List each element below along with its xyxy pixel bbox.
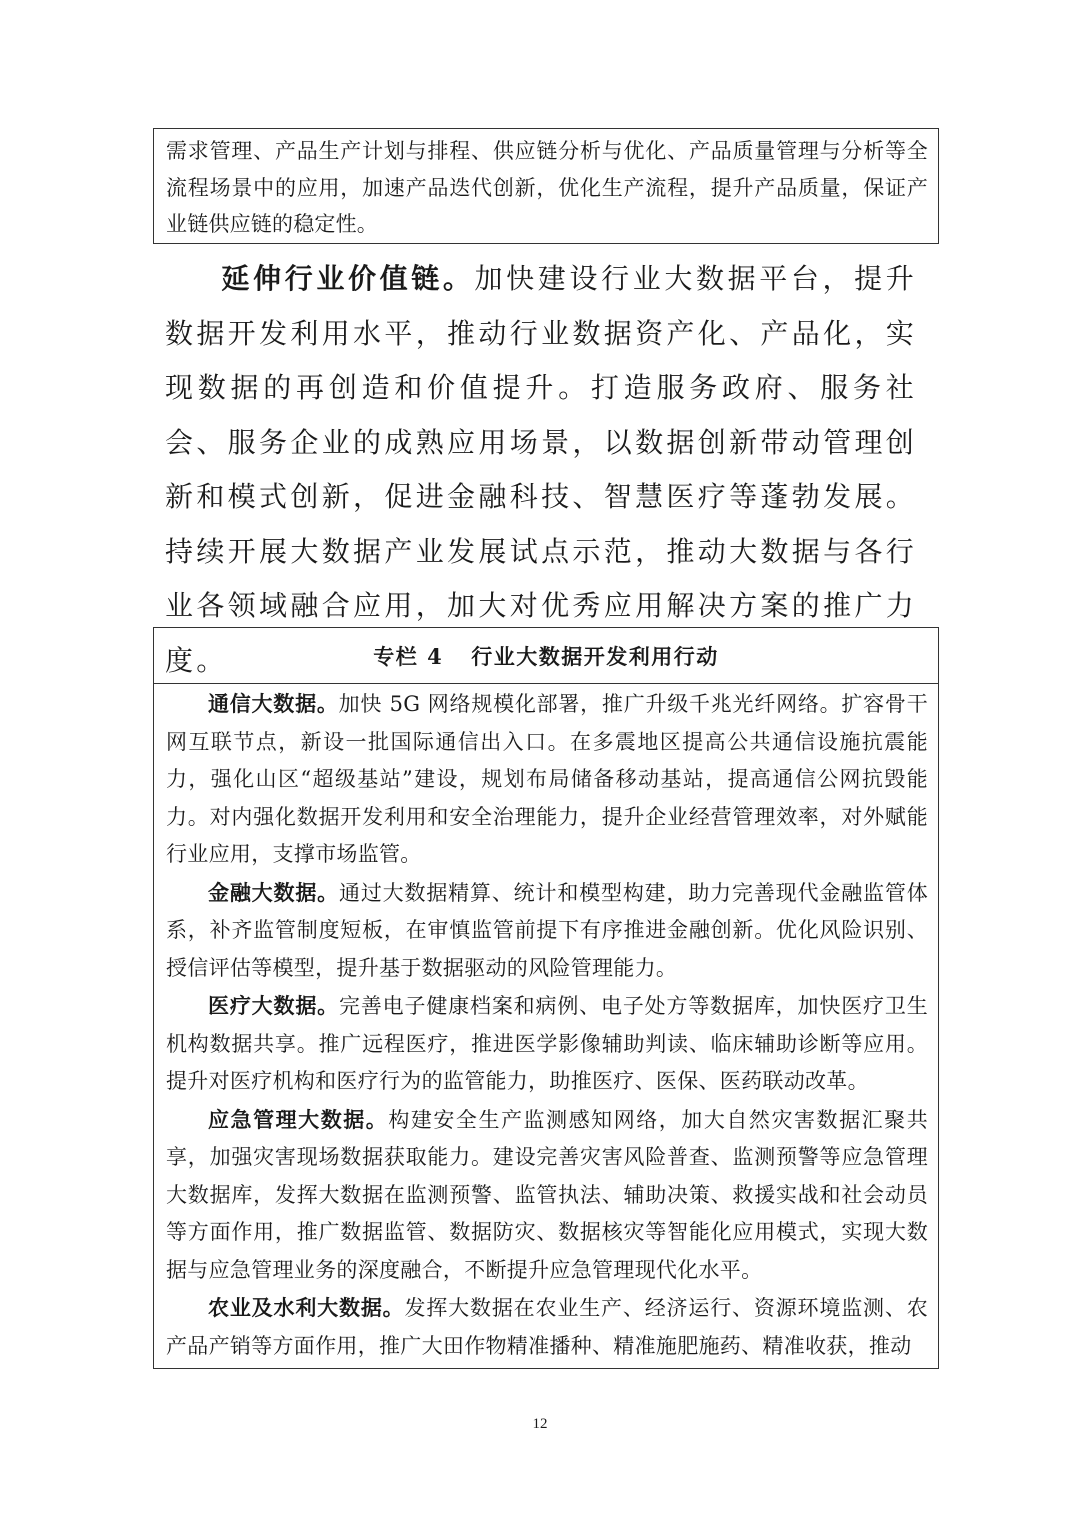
- column-item: [166, 1101, 928, 1290]
- column-item: [166, 685, 928, 874]
- column-item-heading: 医疗大数据。: [208, 993, 340, 1018]
- column-item-text: 通过大数据精算、统计和模型构建，助力完善现代金融监管体系，补齐监管制度短板，在审慎监管前提下有序推进金融创新。优化风险识别、授信评估等模型，提升基于数据驱动的风险管理能力。: [166, 880, 928, 980]
- column-item-heading: 金融大数据。: [208, 879, 340, 905]
- column-title: 行业大数据开发利用行动: [471, 643, 719, 669]
- column-item-heading: 应急管理大数据。: [208, 1106, 389, 1132]
- column-item: [166, 987, 928, 1101]
- column-item-text: 构建安全生产监测感知网络，加大自然灾害数据汇聚共享，加强灾害现场数据获取能力。建设完善灾害风险普查、监测预警等应急管理大数据库，发挥大数据在监测预警、监管执法、辅助决策、救援实战和社会动员等方面作用，推广数据监管、数据防灾、数据核灾等智能化应用模式，实现大数据与应急管理业务的深度融合，不断提升应急管理现代化水平。: [166, 1107, 928, 1282]
- column-item-text: 发挥大数据在农业生产、经济运行、资源环境监测、农产品产销等方面作用，推广大田作物精准播种、精准施肥施药、精准收获，推动: [166, 1296, 928, 1358]
- column-item: [166, 1289, 928, 1365]
- column-item: [166, 874, 928, 988]
- main-paragraph-heading: 延伸行业价值链。: [221, 262, 475, 295]
- column-item-heading: 农业及水利大数据。: [208, 1295, 405, 1320]
- column-item-heading: 通信大数据。: [208, 691, 339, 716]
- column-box: [153, 627, 939, 1369]
- page-number: 12: [532, 1416, 548, 1432]
- continued-text: 需求管理、产品生产计划与排程、供应链分析与优化、产品质量管理与分析等全流程场景中的应用，加速产品迭代创新，优化生产流程，提升产品质量，保证产业链供应链的稳定性。: [166, 139, 928, 236]
- column-header: [154, 628, 938, 684]
- main-paragraph: [165, 252, 917, 688]
- main-paragraph-text: 加快建设行业大数据平台，提升数据开发利用水平，推动行业数据资产化、产品化，实现数据的再创造和价值提升。打造服务政府、服务社会、服务企业的成熟应用场景，以数据创新带动管理创新和模式创新，促进金融科技、智慧医疗等蓬勃发展。持续开展大数据产业发展试点示范，推动大数据与各行业各领域融合应用，加大对优秀应用解决方案的推广力度。: [165, 262, 917, 677]
- column-item-text: 加快 5G 网络规模化部署，推广升级千兆光纤网络。扩容骨干网互联节点，新设一批国际通信出入口。在多震地区提高公共通信设施抗震能力，强化山区“超级基站”建设，规划布局储备移动基站，提高通信公网抗毁能力。对内强化数据开发利用和安全治理能力，提升企业经营管理效率，对外赋能行业应用，支撑市场监管。: [166, 692, 928, 866]
- column-item-text: 完善电子健康档案和病例、电子处方等数据库，加快医疗卫生机构数据共享。推广远程医疗，推进医学影像辅助判读、临床辅助诊断等应用。提升对医疗机构和医疗行为的监管能力，助推医疗、医保、医药联动改革。: [166, 994, 928, 1093]
- column-number: 专栏 4: [373, 643, 444, 669]
- column-body: [154, 684, 938, 1365]
- continued-text-box: [153, 128, 939, 244]
